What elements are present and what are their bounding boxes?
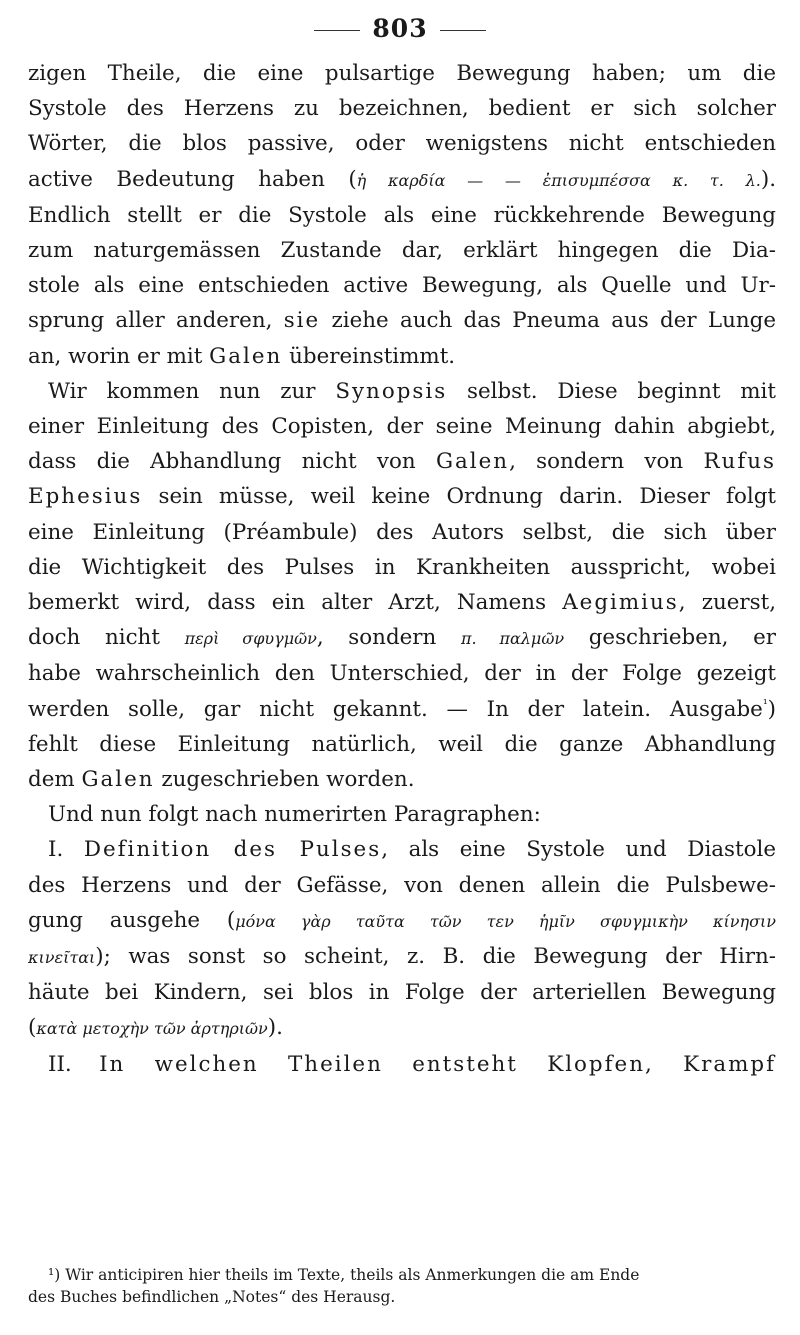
spaced-name: Ephesius bbox=[28, 484, 143, 510]
text-segment: dass die Abhandlung nicht von bbox=[28, 449, 436, 475]
text-segment: , sondern von bbox=[509, 449, 704, 475]
greek-quote: π. παλμῶν bbox=[460, 629, 565, 649]
text-line: Wörter, die blos passive, oder wenigstens nicht entschieden bbox=[28, 131, 776, 157]
spaced-name: Galen bbox=[435, 449, 510, 475]
text-line: zigen Theile, die eine pulsartige Bewegung haben; um die bbox=[28, 61, 776, 86]
text-line: einer Einleitung des Copisten, der seine Meinung dahin abgiebt, bbox=[28, 414, 776, 440]
text-segment: active Bedeutung haben ( bbox=[28, 166, 357, 192]
text-segment: , sondern bbox=[316, 625, 461, 651]
page-number-left-rule bbox=[314, 30, 360, 31]
text-segment: I. bbox=[48, 837, 84, 863]
spaced-name: Galen bbox=[81, 767, 155, 793]
greek-quote: περὶ σφυγμῶν bbox=[184, 629, 317, 649]
greek-quote: ἡ καρδία — — ἐπισυμπέσσα κ. τ. λ. bbox=[356, 170, 761, 190]
text-segment: ). bbox=[760, 166, 776, 192]
text-line bbox=[28, 903, 776, 939]
footnote-marker: ¹ bbox=[762, 696, 768, 711]
footnote-line: ¹) Wir anticipiren hier theils im Texte, theils als Anmerkungen die am Ende bbox=[48, 1266, 640, 1284]
text-line bbox=[28, 832, 776, 867]
text-line bbox=[28, 303, 776, 338]
text-line: habe wahrscheinlich den Unterschied, der in der Folge gezeigt bbox=[28, 661, 776, 687]
text-segment: zugeschrieben worden. bbox=[154, 767, 415, 793]
text-segment: an, worin er mit bbox=[28, 343, 210, 369]
text-segment: übereinstimmt. bbox=[282, 343, 456, 369]
text-line bbox=[28, 374, 776, 409]
text-segment: bemerkt wird, dass ein alter Arzt, Namens bbox=[28, 590, 563, 616]
text-segment: II. bbox=[48, 1051, 100, 1077]
text-segment: werden solle, gar nicht gekannt. — In der latein. Ausgabe bbox=[28, 696, 763, 722]
text-line bbox=[28, 162, 776, 198]
section-heading: In welchen Theilen entsteht Klopfen, Krampf bbox=[99, 1051, 776, 1077]
text-segment: sprung aller anderen, bbox=[28, 308, 284, 334]
text-segment: gung ausgehe ( bbox=[28, 907, 236, 933]
text-line bbox=[28, 585, 776, 620]
text-segment: ) bbox=[767, 696, 776, 722]
spaced-name: Aegimius bbox=[562, 590, 679, 616]
text-line: Und nun folgt nach numerirten Paragraphen: bbox=[48, 802, 541, 828]
greek-quote: μόνα γὰρ ταῦτα τῶν τεν ἡμῖν σφυγμικὴν κίνησιν bbox=[235, 911, 776, 931]
text-segment: ); was sonst so scheint, z. B. die Bewegung der Hirn- bbox=[95, 944, 776, 970]
text-segment: geschrieben, er bbox=[564, 625, 776, 651]
text-segment: doch nicht bbox=[28, 625, 185, 651]
text-line: eine Einleitung (Préambule) des Autors selbst, die sich über bbox=[28, 519, 776, 545]
text-line bbox=[28, 1010, 776, 1046]
body-text bbox=[28, 56, 776, 1082]
text-line: des Herzens und der Gefässe, von denen allein die Pulsbewe- bbox=[28, 872, 776, 898]
spaced-word: Synopsis bbox=[335, 378, 448, 404]
text-segment: sein müsse, weil keine Ordnung darin. Dieser folgt bbox=[142, 484, 776, 510]
text-line bbox=[28, 479, 776, 514]
footnote bbox=[28, 1264, 776, 1308]
spaced-name: Rufus bbox=[703, 449, 776, 475]
text-line: zum naturgemässen Zustande dar, erklärt hingegen die Dia- bbox=[28, 238, 776, 264]
text-line bbox=[28, 444, 776, 479]
text-line: fehlt diese Einleitung natürlich, weil die ganze Abhandlung bbox=[28, 731, 776, 757]
greek-quote: κινεῖται bbox=[28, 948, 96, 968]
text-segment: , als eine Systole und Diastole bbox=[381, 837, 776, 863]
page-number bbox=[0, 14, 800, 43]
text-segment: selbst. Diese beginnt mit bbox=[447, 378, 776, 404]
text-segment: ziehe auch das Pneuma aus der Lunge bbox=[320, 308, 776, 334]
text-line: Systole des Herzens zu bezeichnen, bedient er sich solcher bbox=[28, 96, 776, 122]
section-heading: Definition des Pulses bbox=[83, 837, 382, 863]
spaced-word: sie bbox=[283, 308, 321, 334]
footnote-line: des Buches befindlichen „Notes“ des Herausg. bbox=[28, 1288, 396, 1306]
text-segment: ( bbox=[28, 1015, 37, 1041]
text-line bbox=[28, 1047, 776, 1082]
text-segment: ). bbox=[267, 1015, 283, 1041]
text-line bbox=[28, 620, 776, 656]
text-segment: dem bbox=[28, 767, 82, 793]
text-line: häute bei Kindern, sei blos in Folge der arteriellen Bewegung bbox=[28, 980, 776, 1006]
text-line: Endlich stellt er die Systole als eine rückkehrende Bewegung bbox=[28, 202, 776, 228]
text-line bbox=[28, 692, 776, 727]
page-number-value: 803 bbox=[372, 14, 428, 43]
spaced-name: Galen bbox=[209, 343, 283, 369]
text-line: stole als eine entschieden active Bewegung, als Quelle und Ur- bbox=[28, 273, 776, 299]
text-line bbox=[28, 939, 776, 975]
page-number-right-rule bbox=[440, 30, 486, 31]
greek-quote: κατὰ μετοχὴν τῶν ἀρτηριῶν bbox=[36, 1019, 268, 1039]
text-segment: , zuerst, bbox=[678, 590, 776, 616]
text-line: die Wichtigkeit des Pulses in Krankheiten ausspricht, wobei bbox=[28, 554, 776, 580]
text-line bbox=[28, 762, 776, 797]
text-segment: Wir kommen nun zur bbox=[48, 378, 336, 404]
text-line bbox=[28, 339, 776, 374]
